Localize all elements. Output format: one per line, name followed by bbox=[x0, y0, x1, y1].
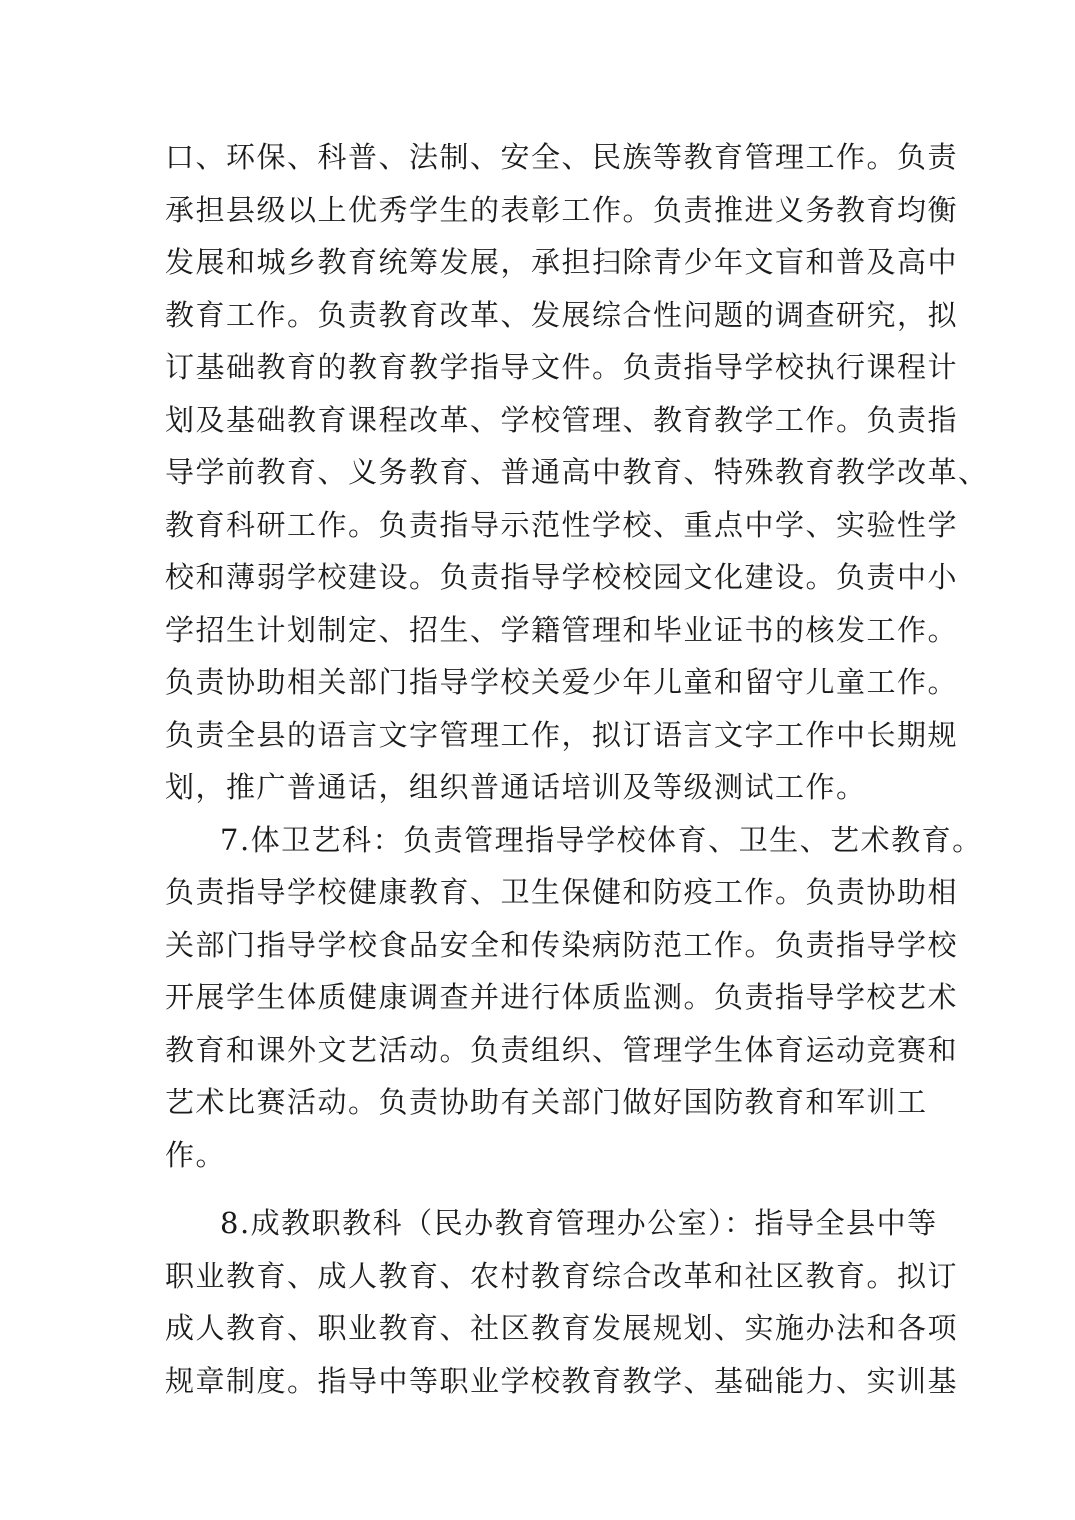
text-line: 导学前教育、义务教育、普通高中教育、特殊教育教学改革、 bbox=[165, 455, 989, 489]
text-line: 承担县级以上优秀学生的表彰工作。负责推进义务教育均衡 bbox=[165, 192, 959, 227]
text-line: 学招生计划制定、招生、学籍管理和毕业证书的核发工作。 bbox=[165, 612, 959, 647]
text-line: 负责指导学校健康教育、卫生保健和防疫工作。负责协助相 bbox=[165, 875, 959, 909]
text-line: 校和薄弱学校建设。负责指导学校校园文化建设。负责中小 bbox=[165, 560, 959, 594]
text-line: 成人教育、职业教育、社区教育发展规划、实施办法和各项 bbox=[165, 1311, 959, 1345]
text-line: 开展学生体质健康调查并进行体质监测。负责指导学校艺术 bbox=[165, 980, 959, 1014]
paragraph-heading-line: 8.成教职教科（民办教育管理办公室）：指导全县中等 bbox=[220, 1206, 938, 1240]
paragraph-heading-line: 7.体卫艺科：负责管理指导学校体育、卫生、艺术教育。 bbox=[220, 822, 983, 857]
text-line: 职业教育、成人教育、农村教育综合改革和社区教育。拟订 bbox=[165, 1258, 959, 1293]
text-line: 订基础教育的教育教学指导文件。负责指导学校执行课程计 bbox=[165, 350, 959, 384]
paragraph-6-continued bbox=[165, 131, 989, 814]
text-line: 负责协助相关部门指导学校关爱少年儿童和留守儿童工作。 bbox=[165, 665, 959, 699]
document-body bbox=[165, 131, 989, 1407]
text-line: 负责全县的语言文字管理工作，拟订语言文字工作中长期规 bbox=[165, 717, 959, 752]
text-line: 关部门指导学校食品安全和传染病防范工作。负责指导学校 bbox=[165, 927, 959, 962]
text-line: 艺术比赛活动。负责协助有关部门做好国防教育和军训工 bbox=[165, 1085, 928, 1119]
text-line: 规章制度。指导中等职业学校教育教学、基础能力、实训基 bbox=[165, 1363, 959, 1398]
text-line: 教育科研工作。负责指导示范性学校、重点中学、实验性学 bbox=[165, 507, 959, 542]
paragraph-8-adult-vocational bbox=[165, 1197, 959, 1407]
text-line: 划，推广普通话，组织普通话培训及等级测试工作。 bbox=[165, 770, 867, 804]
text-line: 发展和城乡教育统筹发展，承担扫除青少年文盲和普及高中 bbox=[165, 245, 959, 279]
text-line: 作。 bbox=[165, 1137, 227, 1172]
text-line: 口、环保、科普、法制、安全、民族等教育管理工作。负责 bbox=[165, 140, 959, 174]
paragraph-7-sports-health-arts bbox=[165, 814, 983, 1182]
text-line: 教育工作。负责教育改革、发展综合性问题的调查研究，拟 bbox=[165, 297, 959, 332]
text-line: 划及基础教育课程改革、学校管理、教育教学工作。负责指 bbox=[165, 402, 959, 437]
text-line: 教育和课外文艺活动。负责组织、管理学生体育运动竞赛和 bbox=[165, 1032, 959, 1067]
